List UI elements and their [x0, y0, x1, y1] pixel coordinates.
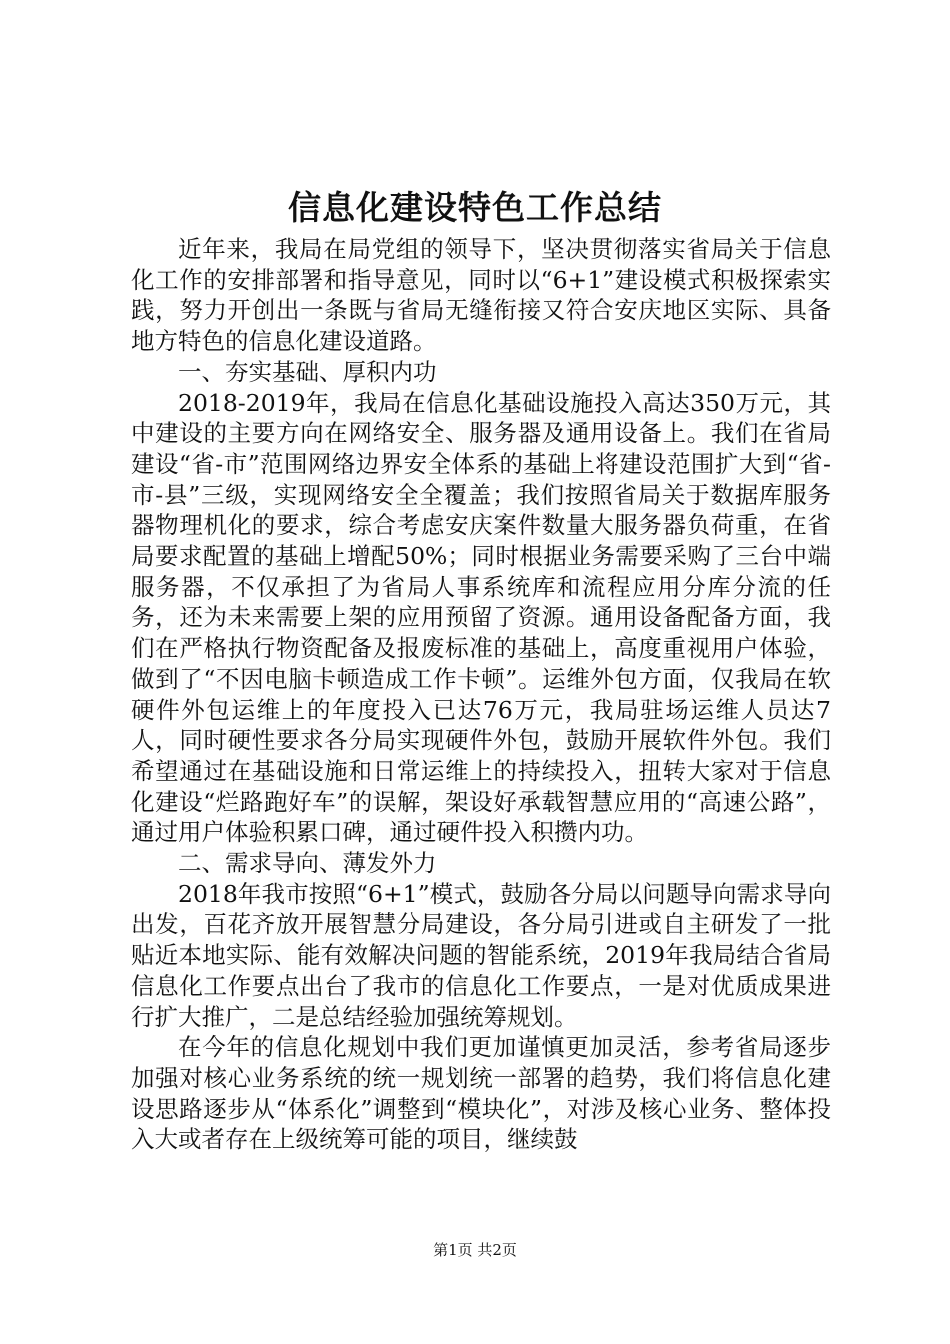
- page-footer: [0, 1240, 950, 1260]
- document-title: 信息化建设特色工作总结: [288, 188, 662, 227]
- paragraph-section-2b: 在今年的信息化规划中我们更加谨慎更加灵活，参考省局逐步加强对核心业务系统的统一规划统一部署的趋势，我们将信息化建设思路逐步从“体系化”调整到“模块化”，对涉及核心业务、整体投入大或者存在上级统筹可能的项目，继续鼓: [131, 1033, 831, 1154]
- paragraph-section-2a: 2018年我市按照“6+1”模式，鼓励各分局以问题导向需求导向出发，百花齐放开展智慧分局建设，各分局引进或自主研发了一批贴近本地实际、能有效解决问题的智能系统，2019年我局结合省局信息化工作要点出台了我市的信息化工作要点，一是对优质成果进行扩大推广，二是总结经验加强统筹规划。: [131, 879, 831, 1031]
- section-heading-2: 二、需求导向、薄发外力: [178, 849, 437, 878]
- section-heading-1: 一、夯实基础、厚积内功: [178, 357, 437, 386]
- paragraph-intro: 近年来，我局在局党组的领导下，坚决贯彻落实省局关于信息化工作的安排部署和指导意见，同时以“6+1”建设模式积极探索实践，努力开创出一条既与省局无缝衔接又符合安庆地区实际、具备地方特色的信息化建设道路。: [131, 235, 831, 356]
- paragraph-section-1: 2018-2019年，我局在信息化基础设施投入高达350万元，其中建设的主要方向在网络安全、服务器及通用设备上。我们在省局建设“省-市”范围网络边界安全体系的基础上将建设范围扩大到“省-市-县”三级，实现网络安全全覆盖；我们按照省局关于数据库服务器物理机化的要求，综合考虑安庆案件数量大服务器负荷重，在省局要求配置的基础上增配50%；同时根据业务需要采购了三台中端服务器，不仅承担了为省局人事系统库和流程应用分库分流的任务，还为未来需要上架的应用预留了资源。通用设备配备方面，我们在严格执行物资配备及报废标准的基础上，高度重视用户体验，做到了“不因电脑卡顿造成工作卡顿”。运维外包方面，仅我局在软硬件外包运维上的年度投入已达76万元，我局驻场运维人员达7人，同时硬性要求各分局实现硬件外包，鼓励开展软件外包。我们希望通过在基础设施和日常运维上的持续投入，扭转大家对于信息化建设“烂路跑好车”的误解，架设好承载智慧应用的“高速公路”，通过用户体验积累口碑，通过硬件投入积攒内功。: [131, 388, 831, 847]
- page-indicator: 第1页 共2页: [433, 1241, 517, 1259]
- document-body: [131, 234, 831, 1155]
